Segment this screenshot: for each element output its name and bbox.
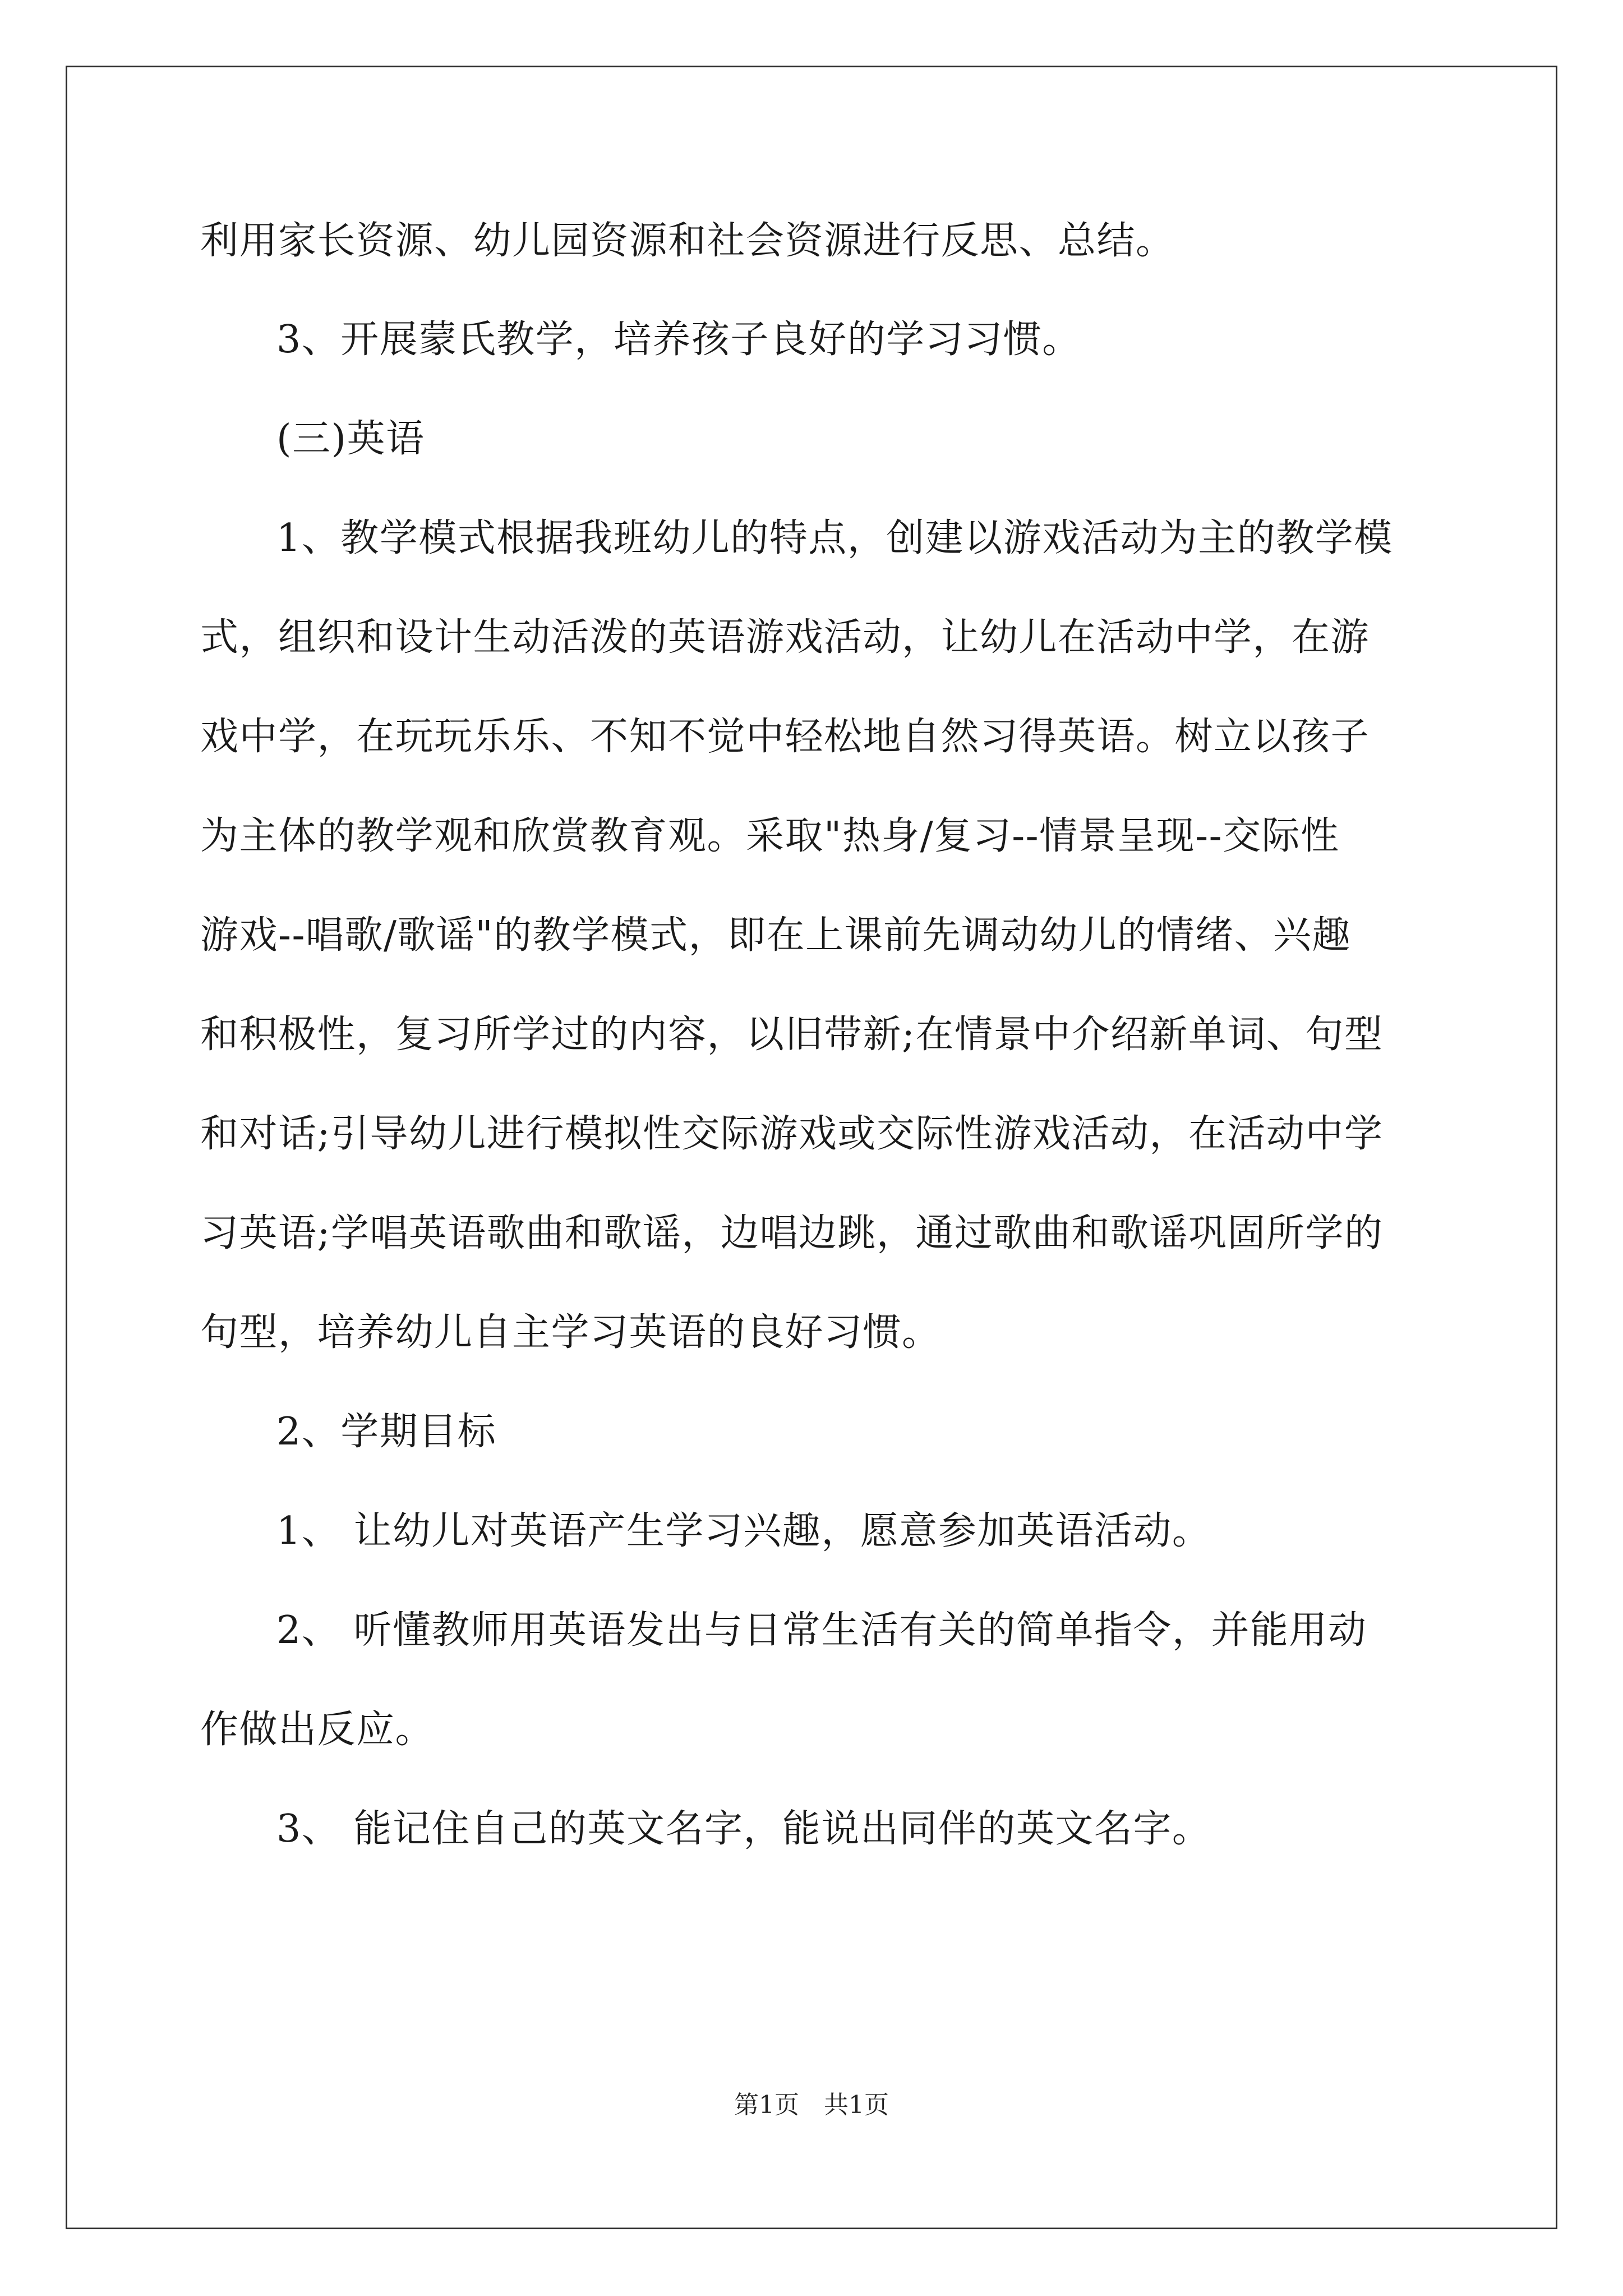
text-line: 3、开展蒙氏教学，培养孩子良好的学习习惯。 xyxy=(276,318,1081,362)
text-line: 为主体的教学观和欣赏教育观。采取"热身/复习--情景呈现--交际性 xyxy=(200,814,1340,858)
text-line: 3、 能记住自己的英文名字，能说出同伴的英文名字。 xyxy=(276,1807,1211,1851)
text-line: 句型，培养幼儿自主学习英语的良好习惯。 xyxy=(200,1310,941,1355)
text-line: 1、教学模式根据我班幼儿的特点，创建以游戏活动为主的教学模 xyxy=(276,516,1393,560)
text-line: 游戏--唱歌/歌谣"的教学模式，即在上课前先调动幼儿的情绪、兴趣 xyxy=(200,913,1352,958)
text-line: 1、 让幼儿对英语产生学习兴趣，愿意参加英语活动。 xyxy=(276,1509,1211,1553)
text-line: 和积极性，复习所学过的内容，以旧带新;在情景中介绍新单词、句型 xyxy=(200,1013,1384,1057)
page-number-footer: 第1页 共1页 xyxy=(734,2091,889,2119)
text-line: 2、 听懂教师用英语发出与日常生活有关的简单指令，并能用动 xyxy=(276,1608,1367,1653)
text-line: 式，组织和设计生动活泼的英语游戏活动，让幼儿在活动中学，在游 xyxy=(200,615,1370,660)
text-line: 作做出反应。 xyxy=(200,1708,435,1752)
section-heading: (三)英语 xyxy=(276,417,425,461)
text-line: 习英语;学唱英语歌曲和歌谣，边唱边跳，通过歌曲和歌谣巩固所学的 xyxy=(200,1211,1384,1255)
text-line: 利用家长资源、幼儿园资源和社会资源进行反思、总结。 xyxy=(200,219,1175,263)
section-heading: 2、学期目标 xyxy=(276,1410,497,1454)
text-line: 戏中学，在玩玩乐乐、不知不觉中轻松地自然习得英语。树立以孩子 xyxy=(200,715,1370,759)
text-line: 和对话;引导幼儿进行模拟性交际游戏或交际性游戏活动，在活动中学 xyxy=(200,1112,1384,1156)
